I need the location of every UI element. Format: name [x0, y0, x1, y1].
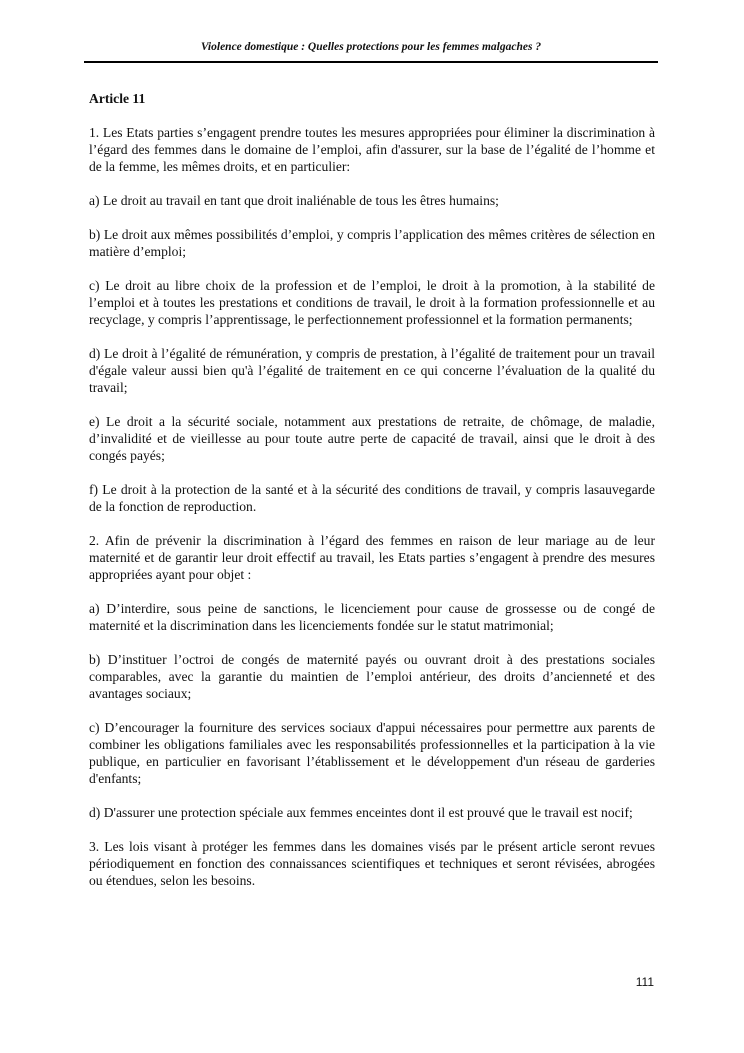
paragraph-1d: d) Le droit à l’égalité de rémunération, y compris de prestation, à l’égalité de traitement pour un travail d'égale valeur aussi bien qu'à l’égalité de traitement en ce qui concerne l’évaluation de la qualité du travail; — [89, 346, 655, 395]
header-divider — [84, 61, 658, 63]
paragraph-1f: f) Le droit à la protection de la santé et à la sécurité des conditions de travail, y compris lasauvegarde de la fonction de reproduction. — [89, 482, 655, 514]
paragraph-2b: b) D’instituer l’octroi de congés de maternité payés ou ouvrant droit à des prestations sociales comparables, avec la garantie du maintien de l’emploi antérieur, des droits d’ancienneté et des avantages sociaux; — [89, 652, 655, 701]
paragraph-2a: a) D’interdire, sous peine de sanctions, le licenciement pour cause de grossesse ou de congé de maternité et la discrimination dans les licenciements fondée sur le statut matrimonial; — [89, 601, 655, 633]
paragraph-1b: b) Le droit aux mêmes possibilités d’emploi, y compris l’application des mêmes critères de sélection en matière d’emploi; — [89, 227, 655, 259]
page-number: 111 — [635, 975, 654, 989]
running-header: Violence domestique : Quelles protections pour les femmes malgaches ? — [200, 41, 542, 53]
paragraph-1a: a) Le droit au travail en tant que droit inaliénable de tous les êtres humains; — [89, 193, 499, 208]
paragraph-1c: c) Le droit au libre choix de la profession et de l’emploi, le droit à la promotion, à la stabilité de l’emploi et à toutes les prestations et conditions de travail, le droit à la formation professionnelle et au recyclage, y compris l’apprentissage, le perfectionnement professionnel et la formation permanents; — [89, 278, 655, 327]
paragraph-2c: c) D’encourager la fourniture des services sociaux d'appui nécessaires pour permettre aux parents de combiner les obligations familiales avec les responsabilités professionnelles et la participation à la vie publique, en particulier en favorisant l’établissement et le développement d'un réseau de garderies d'enfants; — [89, 720, 655, 786]
document-body — [89, 90, 655, 906]
article-title: Article 11 — [89, 91, 146, 106]
paragraph-1: 1. Les Etats parties s’engagent prendre toutes les mesures appropriées pour éliminer la discrimination à l’égard des femmes dans le domaine de l’emploi, afin d'assurer, sur la base de l’égalité de l’homme et de la femme, les mêmes droits, et en particulier: — [89, 125, 655, 174]
paragraph-3: 3. Les lois visant à protéger les femmes dans les domaines visés par le présent article seront revues périodiquement en fonction des connaissances scientifiques et techniques et seront révisées, abrogées ou étendues, selon les besoins. — [89, 839, 655, 888]
paragraph-1e: e) Le droit a la sécurité sociale, notamment aux prestations de retraite, de chômage, de maladie, d’invalidité et de vieillesse au pour toute autre perte de capacité de travail, ainsi que le droit à des congés payés; — [89, 414, 655, 463]
paragraph-2: 2. Afin de prévenir la discrimination à l’égard des femmes en raison de leur mariage au de leur maternité et de garantir leur droit effectif au travail, les Etats parties s’engagent à prendre des mesures appropriées ayant pour objet : — [89, 533, 655, 582]
paragraph-2d: d) D'assurer une protection spéciale aux femmes enceintes dont il est prouvé que le travail est nocif; — [89, 805, 633, 820]
